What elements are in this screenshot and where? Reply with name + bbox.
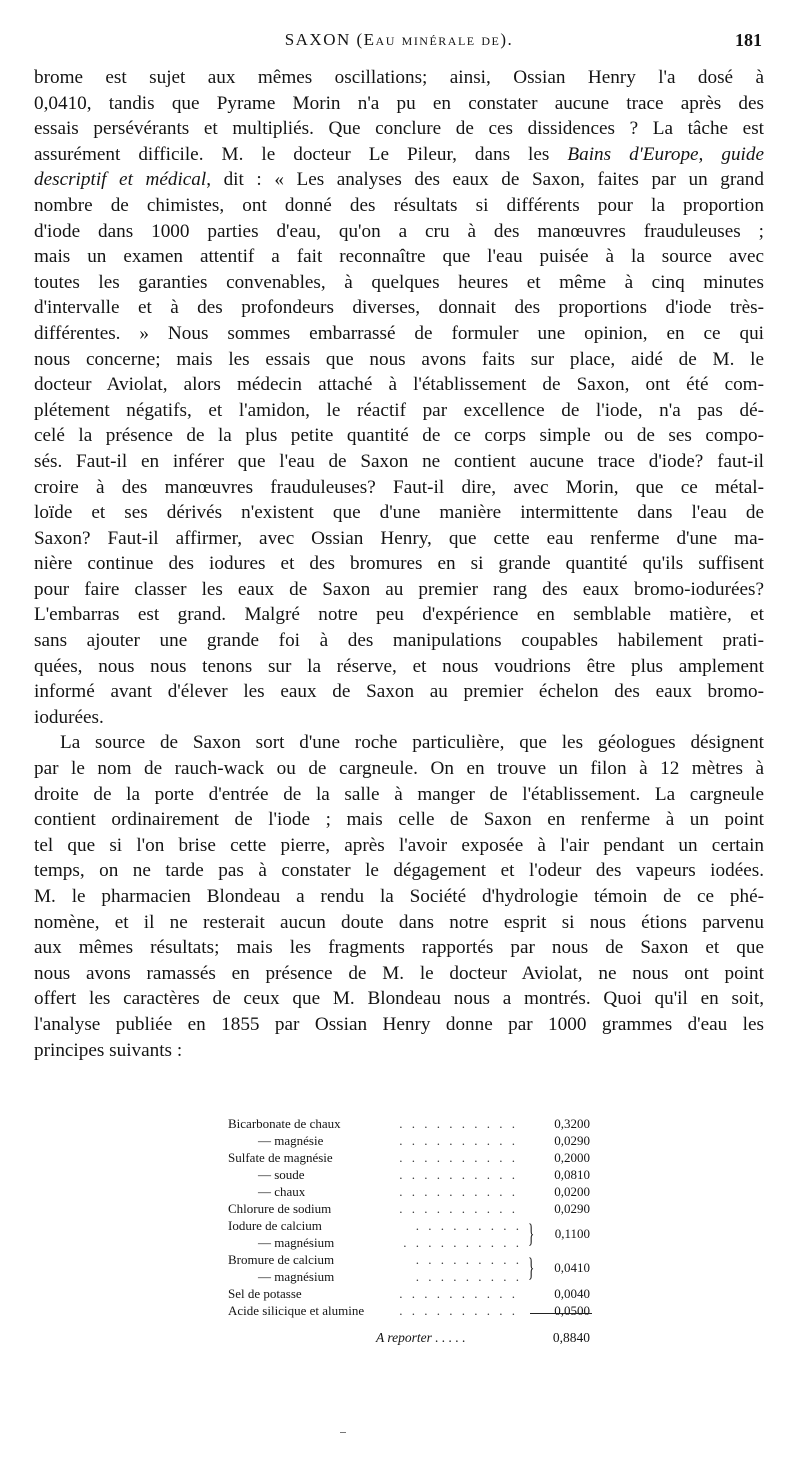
page-number: 181 [735, 30, 762, 50]
table-value: 0,0810 [554, 1167, 590, 1182]
text-line: nière continue des iodures et des bromures en si grande quantité qu'ils suffisent [34, 553, 764, 575]
printer-mark [340, 1432, 346, 1433]
table-value: 0,0410 [554, 1260, 590, 1275]
text-line: croire à des manœuvres frauduleuses? Faut-il dire, avec Morin, que ce métal- [34, 476, 764, 498]
text-line: différentes. » Nous sommes embarrassé de formuler une opinion, en ce qui [34, 322, 764, 344]
text-line: par le nom de rauch-wack ou de cargneule. On en trouve un filon à 12 mètres à [34, 758, 764, 780]
text-line: celé la présence de la plus petite quantité de ce corps simple ou de ses compo- [34, 425, 764, 447]
table-value: 0,0290 [554, 1201, 590, 1216]
text-line: toutes les garanties convenables, à quelques heures et même à cinq minutes [34, 271, 764, 293]
running-head [36, 30, 762, 54]
total-value: 0,8840 [552, 1330, 590, 1345]
table-value: 0,0200 [554, 1184, 590, 1199]
table-label: Sulfate de magnésie [228, 1150, 333, 1165]
table-value: 0,1100 [554, 1226, 590, 1241]
table-total-row [228, 1330, 590, 1348]
table-row: Chlorure de sodium . . . . . . . . . . 0,0290 [228, 1201, 590, 1216]
table-value: 0,0040 [554, 1286, 590, 1301]
text-line: iodurées. [34, 706, 104, 728]
text-line: nombre de chimistes, ont donné des résultats si différents pour la proportion [34, 194, 764, 216]
table-label: Chlorure de sodium [228, 1201, 332, 1216]
table-row-bromure: Bromure de calcium . . . . . . . . . — magnésium . . . . . . . . . } 0,0410 [228, 1252, 590, 1284]
table-label: Iodure de calcium [228, 1218, 322, 1233]
text-line: essais persévérants et multipliés. Que conclure de ces dissidences ? La tâche est [34, 118, 764, 140]
text-line: pour faire classer les eaux de Saxon au premier rang des eaux bromo-iodurées? [34, 578, 764, 600]
text-line: Saxon? Faut-il affirmer, avec Ossian Henry, que cette eau renferme d'une ma- [34, 527, 764, 549]
analysis-table [228, 1115, 590, 1319]
table-label: Acide silicique et alumine [228, 1303, 365, 1318]
text-line: informé avant d'élever les eaux de Saxon au premier échelon des eaux bromo- [34, 681, 764, 703]
text-line: 0,0410, tandis que Pyrame Morin n'a pu en constater aucune trace après des [34, 92, 764, 114]
table-row: — chaux . . . . . . . . . . 0,0200 [258, 1184, 590, 1199]
table-row-iodure: Iodure de calcium . . . . . . . . . — magnésium . . . . . . . . . . } 0,1100 [228, 1218, 590, 1250]
table-row: — soude . . . . . . . . . . 0,0810 [258, 1167, 590, 1182]
table-row: Bicarbonate de chaux . . . . . . . . . . 0,3200 [228, 1116, 590, 1131]
text-line: M. le pharmacien Blondeau a rendu la Société d'hydrologie témoin de ce phé- [34, 886, 764, 907]
table-row: Acide silicique et alumine . . . . . . . . . . 0,0500 [228, 1303, 590, 1318]
text-line: loïde et ses dérivés n'existent que d'une manière intermittente dans l'eau de [34, 502, 764, 524]
text-line: nomène, et il ne resterait aucun doute dans notre esprit si nous étions parvenu [34, 911, 764, 933]
text-line: La source de Saxon sort d'une roche particulière, que les géologues désignent [60, 732, 764, 754]
text-line: contient ordinairement de l'iode ; mais celle de Saxon en renferme à un point [34, 809, 764, 831]
table-label: — chaux [258, 1184, 306, 1199]
text-line: descriptif et médical, dit : « Les analyses des eaux de Saxon, faites par un grand [34, 169, 764, 191]
table-row: Sulfate de magnésie . . . . . . . . . . 0,2000 [228, 1150, 590, 1165]
paragraph-1 [34, 65, 764, 730]
text-line: aux mêmes résultats; mais les fragments rapportés par nous de Saxon et que [34, 937, 764, 959]
text-line: sés. Faut-il en inférer que l'eau de Saxon ne contient aucune trace d'iode? faut-il [34, 450, 764, 472]
text-line: l'analyse publiée en 1855 par Ossian Henry donne par 1000 grammes d'eau les [34, 1013, 764, 1035]
table-label: — soude [258, 1167, 305, 1182]
table-label: Sel de potasse [228, 1286, 302, 1301]
text-line: nous concerne; mais les essais que nous avons faits sur place, aidé de M. le [34, 348, 764, 370]
paragraph-2 [34, 730, 764, 1063]
text-line: d'intervalle et à des profondeurs diverses, donnait des proportions d'iode très- [34, 297, 764, 319]
body-text [34, 65, 764, 1063]
text-line: nous avons ramassés en présence de M. le docteur Aviolat, ne nous ont point [34, 962, 764, 984]
table-value: 0,0500 [554, 1303, 590, 1318]
text-line: quées, nous nous tenons sur la réserve, et nous voudrions être plus amplement [34, 655, 764, 677]
text-line: sans ajouter une grande foi à des manipulations coupables habilement prati- [34, 630, 764, 652]
text-line: mais un examen attentif a fait reconnaître que l'eau puisée à la source avec [34, 246, 764, 268]
table-row: — magnésie . . . . . . . . . . 0,0290 [258, 1133, 590, 1148]
table-row: Sel de potasse . . . . . . . . . . 0,0040 [228, 1286, 590, 1301]
table-value: 0,2000 [554, 1150, 590, 1165]
table-label: — magnésium [258, 1235, 335, 1250]
text-line: droite de la porte d'entrée de la salle à manger de l'établissement. La cargneule [34, 783, 764, 805]
text-line: temps, on ne tarde pas à constater le dégagement et l'odeur des vapeurs iodées. [34, 860, 764, 882]
table-label: Bicarbonate de chaux [228, 1116, 341, 1131]
total-rule [530, 1313, 592, 1314]
text-line: principes suivants : [34, 1039, 183, 1061]
table-label: — magnésie [258, 1133, 324, 1148]
brace-icon: } [528, 1219, 535, 1248]
running-title: SAXON (Eau minérale de). [284, 30, 514, 49]
text-line: L'embarras est grand. Malgré notre peu d'expérience en semblable matière, et [34, 604, 764, 626]
total-label: A reporter . . . . . [376, 1330, 466, 1345]
text-line: d'iode dans 1000 parties d'eau, qu'on a cru à des manœuvres frauduleuses ; [34, 220, 764, 242]
text-line: assurément difficile. M. le docteur Le Pileur, dans les Bains d'Europe, guide [34, 143, 764, 165]
table-value: 0,3200 [554, 1116, 590, 1131]
table-label: Bromure de calcium [228, 1252, 335, 1267]
text-line: brome est sujet aux mêmes oscillations; ainsi, Ossian Henry l'a dosé à [34, 67, 764, 88]
text-line: plétement négatifs, et l'amidon, le réactif par excellence de l'iode, n'a pas dé- [34, 399, 764, 421]
text-line: tel que si l'on brise cette pierre, après l'avoir exposée à l'air pendant un certain [34, 834, 764, 856]
text-line: docteur Aviolat, alors médecin attaché à l'établissement de Saxon, ont été com- [34, 374, 764, 396]
table-value: 0,0290 [554, 1133, 590, 1148]
table-label: — magnésium [258, 1269, 335, 1284]
brace-icon: } [528, 1253, 535, 1282]
text-line: offert les caractères de ceux que M. Blondeau nous a montrés. Quoi qu'il en soit, [34, 988, 764, 1010]
